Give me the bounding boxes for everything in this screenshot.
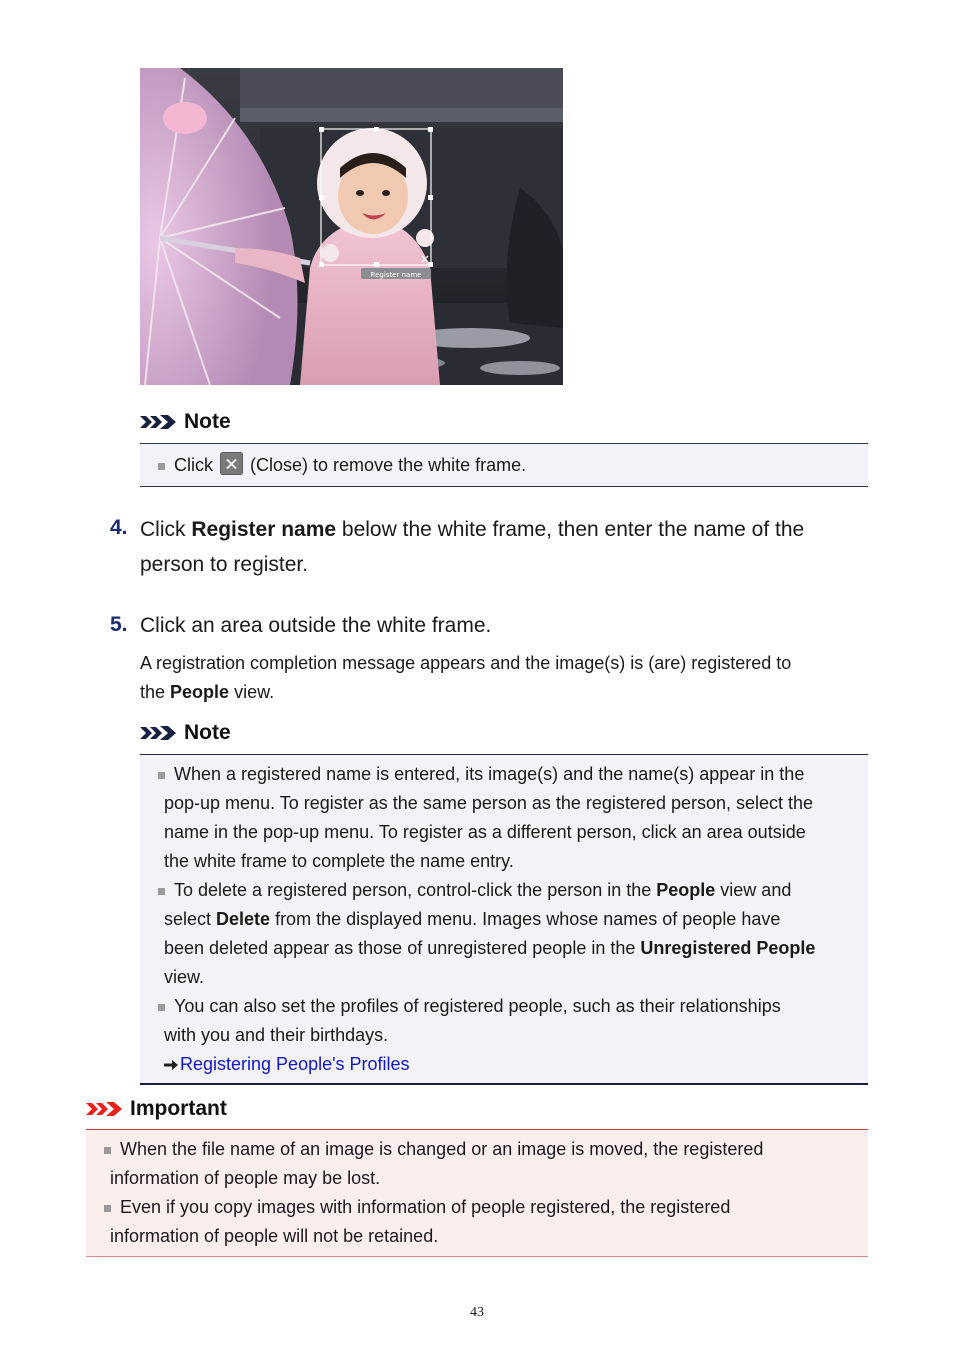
step5-desc-bold: People [170, 682, 230, 702]
note2-item2-l1-bold: People [656, 880, 716, 900]
page-number: 43 [470, 1305, 484, 1320]
step5-desc-line1: A registration completion message appears and the image(s) is (are) registered to [140, 653, 792, 673]
bullet-icon [158, 888, 165, 895]
note2-heading [140, 721, 231, 745]
important-item1-l1: When the file name of an image is changed or an image is moved, the registered [120, 1139, 764, 1159]
important-item2-l1: Even if you copy images with information of people registered, the registered [120, 1197, 731, 1217]
note2-content [158, 760, 858, 1079]
figure-photo [140, 68, 563, 385]
bullet-icon [104, 1205, 111, 1212]
step5-desc-pre: the [140, 682, 171, 702]
step4-bold: Register name [191, 518, 337, 541]
step4-pre: Click [140, 518, 192, 541]
important-item2-l2: information of people will not be retained. [110, 1226, 439, 1246]
note1-item [158, 451, 526, 480]
photo-illustration [140, 68, 563, 385]
important-box [86, 1129, 868, 1257]
note1-title: Note [184, 410, 231, 433]
step5-description [140, 649, 880, 707]
close-icon [220, 452, 243, 475]
note2-item2-l2-post: from the displayed menu. Images whose names of people have [270, 909, 781, 929]
note2-item2 [158, 876, 858, 992]
note2-item3-l2: with you and their birthdays. [164, 1025, 389, 1045]
important-item1-l2: information of people may be lost. [110, 1168, 381, 1188]
note-chevron-icon [140, 414, 180, 430]
important-chevron-icon [86, 1101, 126, 1117]
note2-item3-l1: You can also set the profiles of registered people, such as their relationships [174, 996, 781, 1016]
arrow-right-icon [164, 1060, 178, 1070]
note2-item2-l3-pre: been deleted appear as those of unregistered people in the [164, 938, 641, 958]
profiles-link-text[interactable]: Registering People's Profiles [180, 1054, 410, 1074]
note2-title: Note [184, 721, 231, 744]
step4-post: below the white frame, then enter the name of the [336, 518, 805, 541]
profiles-link[interactable] [158, 1050, 858, 1079]
note2-item1-l1: When a registered name is entered, its image(s) and the name(s) appear in the [174, 764, 805, 784]
note2-item2-l1-post: view and [715, 880, 792, 900]
important-heading [86, 1097, 227, 1121]
note2-item2-l2-pre: select [164, 909, 217, 929]
note2-item3 [158, 992, 858, 1050]
note1-item-pre: Click [174, 455, 213, 475]
bullet-icon [158, 772, 165, 779]
note2-item1 [158, 760, 858, 876]
step4-line2: person to register. [140, 553, 309, 576]
note1-heading [140, 410, 231, 434]
important-item1 [104, 1135, 864, 1193]
step5-desc-post: view. [229, 682, 275, 702]
note2-item2-l1-pre: To delete a registered person, control-click the person in the [174, 880, 657, 900]
note2-item1-l3: name in the pop-up menu. To register as a different person, click an area outside [164, 822, 806, 842]
bullet-icon [158, 1004, 165, 1011]
bullet-icon [104, 1147, 111, 1154]
important-item2 [104, 1193, 864, 1251]
important-title: Important [130, 1097, 227, 1120]
note2-box [140, 754, 868, 1085]
step4-number: 4. [110, 516, 128, 539]
note2-item2-l4: view. [164, 967, 205, 987]
note2-item1-l2: pop-up menu. To register as the same person as the registered person, select the [164, 793, 814, 813]
note1-item-post: (Close) to remove the white frame. [250, 455, 527, 475]
bullet-icon [158, 463, 165, 470]
register-name-overlay: Register name [370, 271, 422, 279]
note2-item2-l3-bold: Unregistered People [640, 938, 816, 958]
note2-item2-l2-bold: Delete [216, 909, 271, 929]
note-chevron-icon [140, 725, 180, 741]
step5-text: Click an area outside the white frame. [140, 614, 492, 637]
step5-number: 5. [110, 613, 128, 636]
note2-item1-l4: the white frame to complete the name entry. [164, 851, 514, 871]
important-content [104, 1135, 864, 1251]
note1-box [140, 443, 868, 487]
step4-text [140, 512, 880, 582]
